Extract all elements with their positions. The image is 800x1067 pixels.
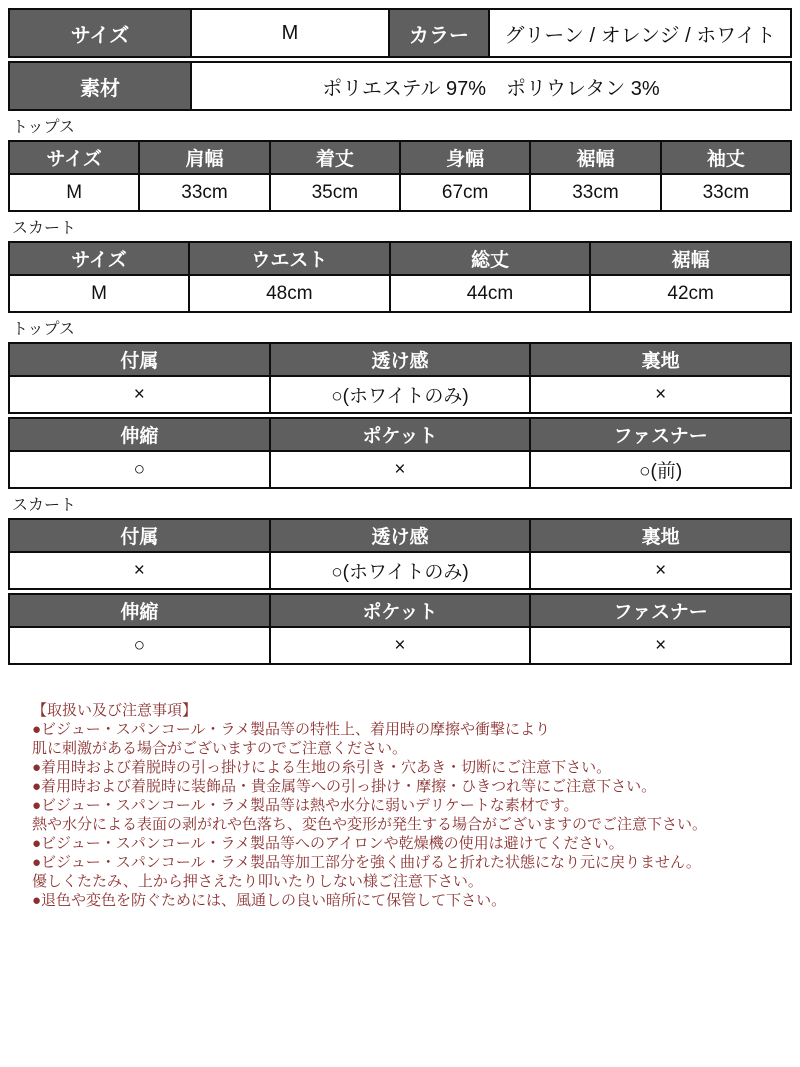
skirt-size-table bbox=[8, 241, 792, 313]
header-cell: 付属 bbox=[9, 343, 270, 376]
header-cell: 総丈 bbox=[390, 242, 591, 275]
value-cell: M bbox=[9, 275, 189, 312]
tops-size-section-label: トップス bbox=[12, 119, 75, 136]
value-cell: 33cm bbox=[139, 174, 269, 211]
header-cell: ファスナー bbox=[530, 418, 791, 451]
care-notes bbox=[8, 701, 792, 910]
care-note-line: ●ビジュー・スパンコール・ラメ製品等加工部分を強く曲げると折れた状態になり元に戻りません。 bbox=[32, 854, 701, 871]
header-cell: 身幅 bbox=[400, 141, 530, 174]
value-cell: 33cm bbox=[530, 174, 660, 211]
header-cell: 肩幅 bbox=[139, 141, 269, 174]
value-cell: ○ bbox=[9, 627, 270, 664]
table-value-row bbox=[9, 376, 791, 413]
table-row bbox=[9, 9, 791, 57]
care-notes-title: 【取扱い及び注意事項】 bbox=[32, 702, 198, 719]
header-cell: 着丈 bbox=[270, 141, 400, 174]
value-cell: 67cm bbox=[400, 174, 530, 211]
header-cell: ポケット bbox=[270, 594, 531, 627]
value-cell: × bbox=[9, 376, 270, 413]
value-cell: 42cm bbox=[590, 275, 791, 312]
material-header-cell: 素材 bbox=[9, 62, 191, 110]
header-cell: 透け感 bbox=[270, 343, 531, 376]
care-note-line: ●ビジュー・スパンコール・ラメ製品等は熱や水分に弱いデリケートな素材です。 bbox=[32, 797, 579, 814]
table-header-row bbox=[9, 519, 791, 552]
color-header-cell: カラー bbox=[389, 9, 489, 57]
table-header-row bbox=[9, 594, 791, 627]
skirt-features-section-label: スカート bbox=[12, 497, 77, 514]
table-value-row bbox=[9, 275, 791, 312]
value-cell: 35cm bbox=[270, 174, 400, 211]
value-cell: × bbox=[9, 552, 270, 589]
table-value-row bbox=[9, 174, 791, 211]
header-cell: 透け感 bbox=[270, 519, 531, 552]
care-note-line: ●ビジュー・スパンコール・ラメ製品等へのアイロンや乾燥機の使用は避けてください。 bbox=[32, 835, 624, 852]
tops-size-table bbox=[8, 140, 792, 212]
skirt-size-section-label: スカート bbox=[12, 220, 77, 237]
value-cell: 33cm bbox=[661, 174, 791, 211]
care-note-line: 肌に刺激がある場合がございますのでご注意ください。 bbox=[32, 740, 408, 757]
skirt-features-table-1 bbox=[8, 518, 792, 590]
header-cell: 伸縮 bbox=[9, 418, 270, 451]
tops-features-table-2 bbox=[8, 417, 792, 489]
care-note-line: 熱や水分による表面の剥がれや色落ち、変色や変形が発生する場合がございますのでご注意下さい。 bbox=[32, 816, 708, 833]
value-cell: ○(ホワイトのみ) bbox=[270, 552, 531, 589]
table-value-row bbox=[9, 552, 791, 589]
header-cell: 裾幅 bbox=[590, 242, 791, 275]
table-row bbox=[9, 62, 791, 110]
tops-features-table-1 bbox=[8, 342, 792, 414]
care-note-line: ●ビジュー・スパンコール・ラメ製品等の特性上、着用時の摩擦や衝撃により bbox=[32, 721, 551, 738]
care-note-line: 優しくたたみ、上から押さえたり叩いたりしない様ご注意下さい。 bbox=[32, 873, 483, 890]
care-note-line: ●退色や変色を防ぐためには、風通しの良い暗所にて保管して下さい。 bbox=[32, 892, 507, 909]
table-value-row bbox=[9, 627, 791, 664]
value-cell: ○ bbox=[9, 451, 270, 488]
value-cell: × bbox=[530, 376, 791, 413]
size-value-cell: M bbox=[191, 9, 389, 57]
value-cell: × bbox=[270, 627, 531, 664]
table-header-row bbox=[9, 242, 791, 275]
value-cell: × bbox=[530, 552, 791, 589]
header-cell: サイズ bbox=[9, 242, 189, 275]
value-cell: × bbox=[530, 627, 791, 664]
table-header-row bbox=[9, 343, 791, 376]
value-cell: ○(ホワイトのみ) bbox=[270, 376, 531, 413]
value-cell: ○(前) bbox=[530, 451, 791, 488]
value-cell: 48cm bbox=[189, 275, 390, 312]
value-cell: × bbox=[270, 451, 531, 488]
header-cell: ポケット bbox=[270, 418, 531, 451]
size-color-table bbox=[8, 8, 792, 58]
care-note-line: ●着用時および着脱時の引っ掛けによる生地の糸引き・穴あき・切断にご注意下さい。 bbox=[32, 759, 612, 776]
header-cell: 裏地 bbox=[530, 519, 791, 552]
value-cell: M bbox=[9, 174, 139, 211]
skirt-features-table-2 bbox=[8, 593, 792, 665]
color-value-cell: グリーン / オレンジ / ホワイト bbox=[489, 9, 791, 57]
tops-features-section-label: トップス bbox=[12, 321, 75, 338]
header-cell: 裾幅 bbox=[530, 141, 660, 174]
header-cell: 伸縮 bbox=[9, 594, 270, 627]
header-cell: サイズ bbox=[9, 141, 139, 174]
material-table bbox=[8, 61, 792, 111]
value-cell: 44cm bbox=[390, 275, 591, 312]
header-cell: ウエスト bbox=[189, 242, 390, 275]
material-value-cell: ポリエステル 97% ポリウレタン 3% bbox=[191, 62, 791, 110]
header-cell: 袖丈 bbox=[661, 141, 791, 174]
size-header-cell: サイズ bbox=[9, 9, 191, 57]
header-cell: 裏地 bbox=[530, 343, 791, 376]
table-header-row bbox=[9, 418, 791, 451]
header-cell: 付属 bbox=[9, 519, 270, 552]
table-header-row bbox=[9, 141, 791, 174]
table-value-row bbox=[9, 451, 791, 488]
care-note-line: ●着用時および着脱時に装飾品・貴金属等への引っ掛け・摩擦・ひきつれ等にご注意下さい。 bbox=[32, 778, 657, 795]
header-cell: ファスナー bbox=[530, 594, 791, 627]
